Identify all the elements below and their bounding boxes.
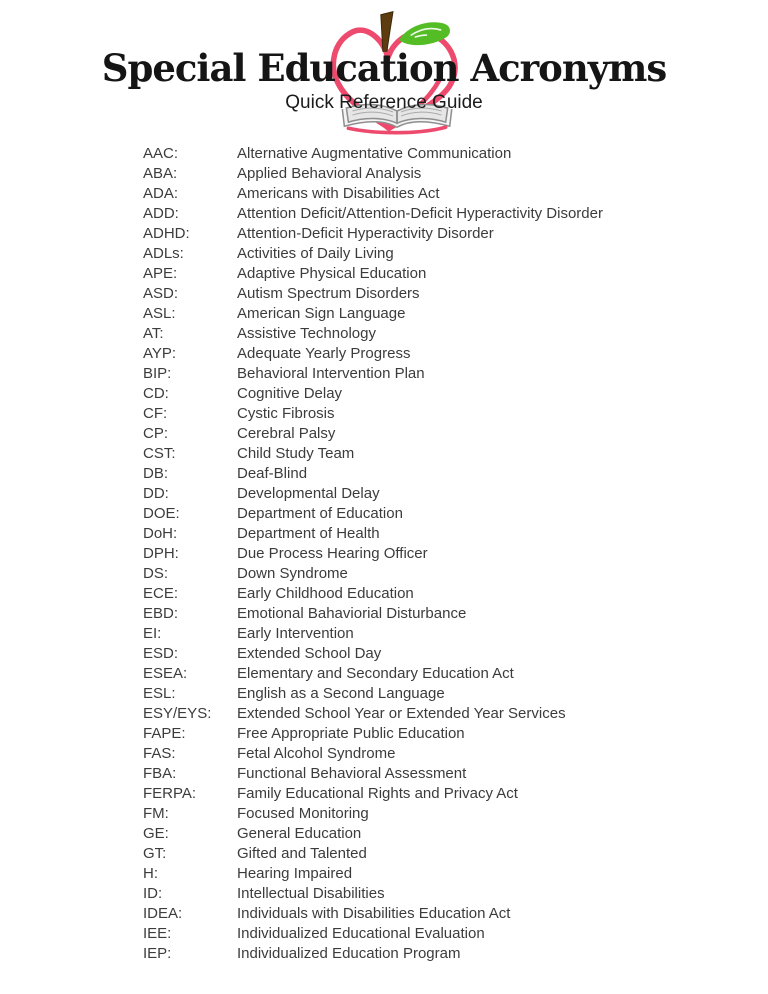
acronym-row: [143, 604, 603, 624]
acronym-definition: Extended School Year or Extended Year Services: [237, 705, 566, 722]
acronym-definition: Cystic Fibrosis: [237, 405, 335, 422]
acronym-abbr: DD:: [143, 485, 169, 502]
acronym-row: [143, 804, 603, 824]
acronym-definition: Individuals with Disabilities Education Act: [237, 905, 511, 922]
acronym-abbr: FM:: [143, 805, 169, 822]
acronym-row: [143, 624, 603, 644]
acronym-abbr: DB:: [143, 465, 169, 482]
page-title: Special Education Acronyms: [101, 46, 667, 90]
acronym-definition: English as a Second Language: [237, 685, 445, 702]
acronym-abbr: FAS:: [143, 745, 176, 762]
acronym-row: [143, 304, 603, 324]
acronym-row: [143, 384, 603, 404]
acronym-row: [143, 864, 603, 884]
acronym-abbr: CP:: [143, 425, 169, 442]
acronym-definition: General Education: [237, 825, 362, 842]
acronym-row: [143, 764, 603, 784]
acronym-abbr: APE:: [143, 265, 178, 282]
acronym-abbr: ASD:: [143, 285, 179, 302]
acronym-abbr: AT:: [143, 325, 164, 342]
acronym-row: [143, 724, 603, 744]
acronym-definition: Autism Spectrum Disorders: [237, 285, 420, 302]
acronym-abbr: ESL:: [143, 685, 176, 702]
header: [0, 0, 768, 144]
acronym-definition: Individualized Education Program: [237, 945, 461, 962]
acronym-row: [143, 784, 603, 804]
acronym-abbr: BIP:: [143, 365, 172, 382]
acronym-abbr: FAPE:: [143, 725, 186, 742]
acronym-definition: Early Intervention: [237, 625, 354, 642]
acronym-abbr: ID:: [143, 885, 163, 902]
acronym-definition: Gifted and Talented: [237, 845, 367, 862]
acronym-definition: Behavioral Intervention Plan: [237, 365, 425, 382]
acronym-row: [143, 904, 603, 924]
acronym-abbr: IEE:: [143, 925, 172, 942]
acronym-definition: Early Childhood Education: [237, 585, 414, 602]
acronym-definition: Down Syndrome: [237, 565, 348, 582]
acronym-abbr: CST:: [143, 445, 176, 462]
acronym-row: [143, 824, 603, 844]
acronym-row: [143, 644, 603, 664]
acronym-abbr: DS:: [143, 565, 169, 582]
acronym-abbr: ESD:: [143, 645, 179, 662]
acronym-definition: Due Process Hearing Officer: [237, 545, 428, 562]
acronym-row: [143, 364, 603, 384]
acronym-row: [143, 944, 603, 964]
acronym-abbr: ADD:: [143, 205, 179, 222]
acronym-abbr: ECE:: [143, 585, 179, 602]
acronym-abbr: DoH:: [143, 525, 178, 542]
acronym-abbr: CD:: [143, 385, 169, 402]
acronym-row: [143, 744, 603, 764]
acronym-row: [143, 284, 603, 304]
acronym-definition: Fetal Alcohol Syndrome: [237, 745, 396, 762]
acronym-row: [143, 464, 603, 484]
acronym-abbr: EBD:: [143, 605, 179, 622]
acronym-definition: Family Educational Rights and Privacy Act: [237, 785, 518, 802]
acronym-abbr: ESY/EYS:: [143, 705, 212, 722]
acronym-abbr: ADHD:: [143, 225, 190, 242]
acronym-definition: Cerebral Palsy: [237, 425, 336, 442]
acronym-abbr: ASL:: [143, 305, 176, 322]
acronym-row: [143, 184, 603, 204]
acronym-row: [143, 584, 603, 604]
acronym-row: [143, 204, 603, 224]
acronym-definition: Adaptive Physical Education: [237, 265, 427, 282]
acronym-row: [143, 844, 603, 864]
acronym-row: [143, 144, 603, 164]
page-subtitle: Quick Reference Guide: [285, 92, 483, 113]
acronym-abbr: ABA:: [143, 165, 178, 182]
acronym-definition: Department of Education: [237, 505, 403, 522]
acronym-definition: Child Study Team: [237, 445, 355, 462]
acronym-abbr: ESEA:: [143, 665, 188, 682]
acronym-definition: American Sign Language: [237, 305, 406, 322]
acronym-definition: Functional Behavioral Assessment: [237, 765, 467, 782]
acronym-definition: Free Appropriate Public Education: [237, 725, 465, 742]
acronym-definition: Hearing Impaired: [237, 865, 353, 882]
acronym-abbr: FBA:: [143, 765, 177, 782]
acronym-row: [143, 224, 603, 244]
acronym-abbr: DPH:: [143, 545, 179, 562]
acronym-definition: Attention-Deficit Hyperactivity Disorder: [237, 225, 494, 242]
acronym-row: [143, 344, 603, 364]
acronym-abbr: EI:: [143, 625, 162, 642]
acronym-definition: Extended School Day: [237, 645, 382, 662]
acronym-row: [143, 704, 603, 724]
acronym-abbr: ADLs:: [143, 245, 184, 262]
acronym-definition: Applied Behavioral Analysis: [237, 165, 422, 182]
acronym-abbr: IEP:: [143, 945, 172, 962]
acronym-abbr: DOE:: [143, 505, 180, 522]
acronym-abbr: H:: [143, 865, 158, 882]
acronym-row: [143, 664, 603, 684]
acronym-definition: Intellectual Disabilities: [237, 885, 385, 902]
acronym-definition: Emotional Bahaviorial Disturbance: [237, 605, 467, 622]
acronym-definition: Elementary and Secondary Education Act: [237, 665, 514, 682]
acronym-definition: Attention Deficit/Attention-Deficit Hyperactivity Disorder: [237, 205, 603, 222]
acronym-row: [143, 544, 603, 564]
acronym-row: [143, 444, 603, 464]
acronym-definition: Adequate Yearly Progress: [237, 345, 411, 362]
acronym-definition: Developmental Delay: [237, 485, 380, 502]
acronym-abbr: GT:: [143, 845, 167, 862]
acronym-abbr: AYP:: [143, 345, 177, 362]
acronym-row: [143, 264, 603, 284]
acronym-definition: Individualized Educational Evaluation: [237, 925, 485, 942]
acronym-row: [143, 684, 603, 704]
acronym-row: [143, 564, 603, 584]
acronym-row: [143, 504, 603, 524]
acronym-row: [143, 884, 603, 904]
acronym-definition: Department of Health: [237, 525, 380, 542]
acronym-definition: Americans with Disabilities Act: [237, 185, 440, 202]
acronym-row: [143, 484, 603, 504]
acronym-abbr: IDEA:: [143, 905, 183, 922]
acronym-row: [143, 524, 603, 544]
acronym-row: [143, 324, 603, 344]
acronym-row: [143, 404, 603, 424]
acronym-definition: Activities of Daily Living: [237, 245, 394, 262]
acronym-definition: Assistive Technology: [237, 325, 376, 342]
acronym-definition: Cognitive Delay: [237, 385, 343, 402]
acronym-abbr: ADA:: [143, 185, 179, 202]
acronym-row: [143, 164, 603, 184]
acronym-abbr: CF:: [143, 405, 168, 422]
acronym-definition: Alternative Augmentative Communication: [237, 145, 512, 162]
acronym-list: [143, 144, 603, 964]
acronym-definition: Focused Monitoring: [237, 805, 369, 822]
acronym-definition: Deaf-Blind: [237, 465, 308, 482]
acronym-abbr: GE:: [143, 825, 169, 842]
acronym-abbr: FERPA:: [143, 785, 197, 802]
acronym-row: [143, 424, 603, 444]
acronym-abbr: AAC:: [143, 145, 179, 162]
acronym-row: [143, 924, 603, 944]
acronym-row: [143, 244, 603, 264]
